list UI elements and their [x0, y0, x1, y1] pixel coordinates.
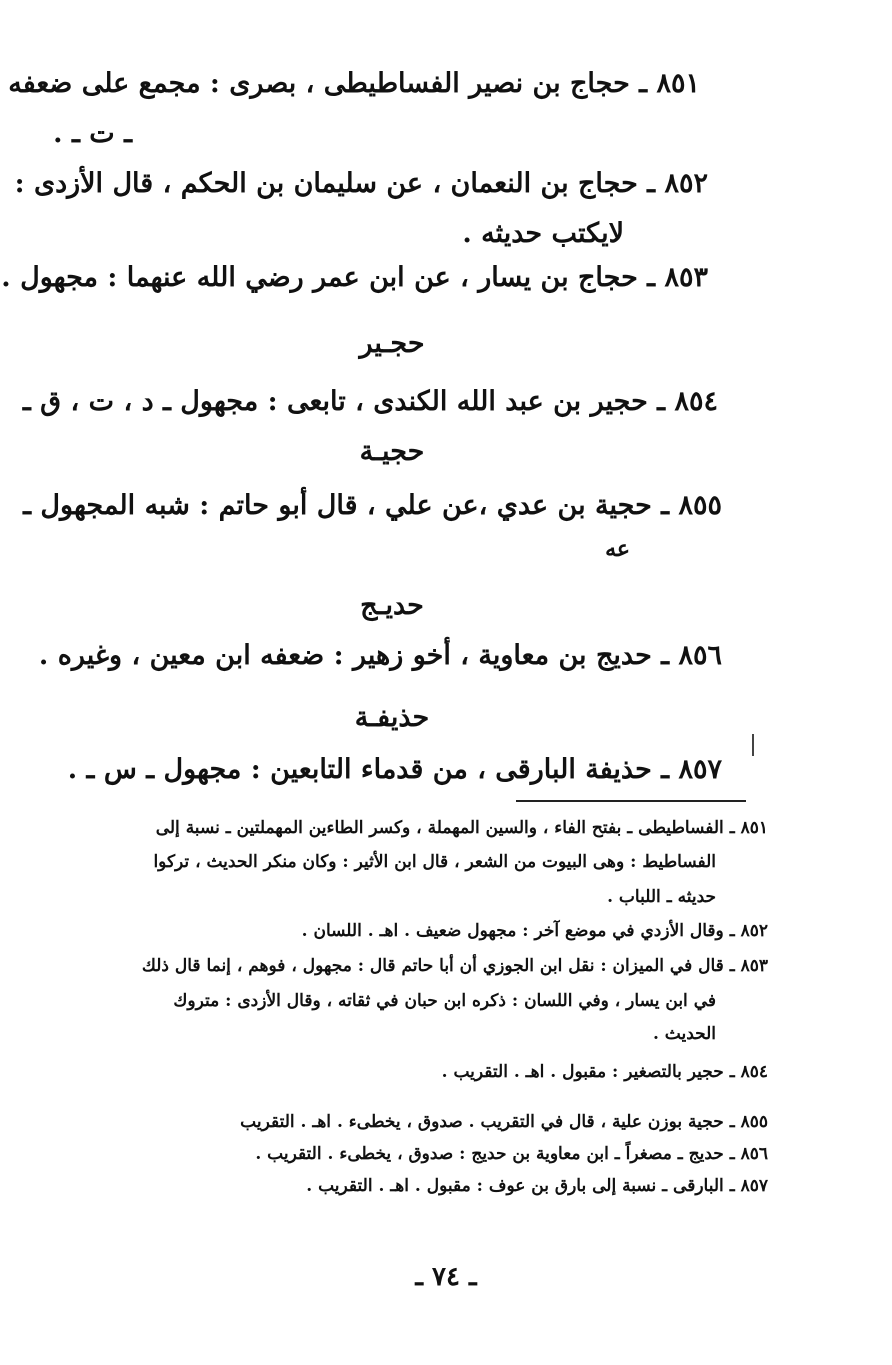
section-heading-hujair: حجـير: [359, 328, 425, 359]
footnote-851-line-2: الفساطيط : وهى البيوت من الشعر ، قال ابن الأثير : وكان منكر الحديث ، تركوا: [153, 852, 716, 872]
footnote-separator: [516, 800, 746, 802]
footnote-855-line-1: ٨٥٥ ـ حجية بوزن علية ، قال في التقريب . صدوق ، يخطىء . اهـ . التقريب: [240, 1112, 768, 1132]
entry-855-line-1: ٨٥٥ ـ حجية بن عدي ،عن علي ، قال أبو حاتم : شبه المجهول ـ: [23, 490, 722, 521]
entry-854-line-1: ٨٥٤ ـ حجير بن عبد الله الكندى ، تابعى : مجهول ـ د ، ت ، ق ـ: [22, 386, 718, 417]
page-number: ـ ٧٤ ـ: [415, 1262, 477, 1292]
footnote-851-line-1: ٨٥١ ـ الفساطيطى ـ بفتح الفاء ، والسين المهملة ، وكسر الطاءين المهملتين ـ نسبة إلى: [155, 818, 768, 838]
footnote-852-line-1: ٨٥٢ ـ وقال الأزدي في موضع آخر : مجهول ضعيف . اهـ . اللسان .: [301, 921, 768, 941]
section-heading-hujayya: حجيـة: [359, 436, 425, 467]
section-heading-hudayj: حديـج: [360, 590, 424, 621]
footnote-857-line-1: ٨٥٧ ـ البارقى ـ نسبة إلى بارق بن عوف : مقبول . اهـ . التقريب .: [306, 1176, 768, 1196]
section-heading-hudhayfa: حذيفـة: [354, 702, 430, 733]
entry-852-line-1: ٨٥٢ ـ حجاج بن النعمان ، عن سليمان بن الحكم ، قال الأزدى :: [14, 168, 708, 199]
entry-851-line-1: ٨٥١ ـ حجاج بن نصير الفساطيطى ، بصرى : مجمع على ضعفه: [8, 68, 700, 99]
footnote-851-line-3: حديثه ـ اللباب .: [607, 887, 716, 907]
entry-851-line-2: ـ ت ـ .: [53, 118, 132, 149]
footnote-856-line-1: ٨٥٦ ـ حديج ـ مصغراً ـ ابن معاوية بن حديج : صدوق ، يخطىء . التقريب .: [255, 1144, 768, 1164]
footnote-853-line-2: في ابن يسار ، وفي اللسان : ذكره ابن حبان في ثقاته ، وقال الأزدى : متروك: [173, 991, 716, 1011]
entry-852-line-2: لايكتب حديثه .: [462, 218, 624, 249]
margin-mark: [752, 734, 754, 756]
entry-853-line-1: ٨٥٣ ـ حجاج بن يسار ، عن ابن عمر رضي الله عنهما : مجهول .: [1, 262, 708, 293]
entry-856-line-1: ٨٥٦ ـ حديج بن معاوية ، أخو زهير : ضعفه ابن معين ، وغيره .: [38, 640, 722, 671]
footnote-853-line-1: ٨٥٣ ـ قال في الميزان : نقل ابن الجوزي أن أبا حاتم قال : مجهول ، فوهم ، إنما قال ذلك: [141, 956, 768, 976]
entry-855-line-2: عه: [605, 536, 630, 562]
footnote-853-line-3: الحديث .: [652, 1024, 716, 1044]
entry-857-line-1: ٨٥٧ ـ حذيفة البارقى ، من قدماء التابعين : مجهول ـ س ـ .: [67, 754, 722, 785]
footnote-854-line-1: ٨٥٤ ـ حجير بالتصغير : مقبول . اهـ . التقريب .: [441, 1062, 768, 1082]
